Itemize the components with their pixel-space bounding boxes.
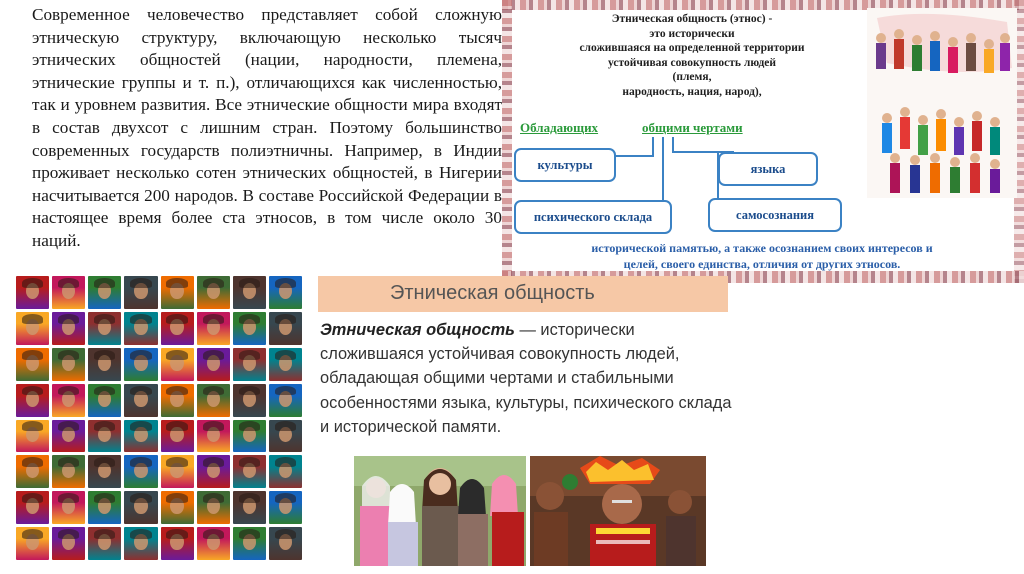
portrait-photo [124, 455, 157, 488]
portrait-photo [197, 348, 230, 381]
portrait-photo [233, 312, 266, 345]
portrait-photo [197, 455, 230, 488]
portrait-photo [233, 491, 266, 524]
portrait-photo [52, 455, 85, 488]
portrait-photo [124, 527, 157, 560]
box-identity: самосознания [708, 198, 842, 232]
portrait-photo [124, 420, 157, 453]
portrait-photo [16, 348, 49, 381]
portrait-photo [161, 276, 194, 309]
portrait-photo [52, 276, 85, 309]
portrait-photo [269, 455, 302, 488]
portrait-photo [52, 348, 85, 381]
portrait-photo [16, 420, 49, 453]
portrait-photo [88, 384, 121, 417]
portrait-photo [161, 491, 194, 524]
portrait-photo [52, 312, 85, 345]
portrait-photo [16, 491, 49, 524]
portrait-photo [161, 384, 194, 417]
portrait-photo [88, 312, 121, 345]
ethnos-diagram-slide [502, 0, 1024, 283]
portrait-photo [16, 384, 49, 417]
definition-line: народность, нация, народ), [622, 85, 762, 98]
portrait-photo [269, 276, 302, 309]
portrait-photo [88, 420, 121, 453]
photo-young-women [354, 456, 526, 566]
connector [662, 137, 664, 207]
label-common-features: общими чертами [642, 120, 743, 135]
label-possessing: Обладающих [520, 120, 599, 135]
portrait-photo [269, 384, 302, 417]
portrait-photo [124, 384, 157, 417]
portrait-photo [233, 527, 266, 560]
portrait-photo [52, 384, 85, 417]
definition-body: — исторически сложившаяся устойчивая совокупность людей, обладающая общими чертами и стабильными особенностями языка, культуры, психического склада и исторической памяти. [320, 321, 732, 436]
portrait-photo [233, 455, 266, 488]
portrait-photo [16, 527, 49, 560]
photo-tribal-people [530, 456, 706, 566]
diagram-definition [532, 12, 852, 99]
portraits-grid [16, 276, 302, 560]
portrait-photo [88, 455, 121, 488]
definition-slide [318, 276, 730, 566]
portrait-photo [197, 276, 230, 309]
connector [672, 137, 674, 151]
portrait-photo [161, 312, 194, 345]
portrait-photo [269, 527, 302, 560]
portrait-photo [161, 455, 194, 488]
definition-line: устойчивая совокупность людей [607, 56, 777, 69]
tail-line: целей, своего единства, отличия от других этносов. [623, 257, 901, 271]
portrait-photo [52, 527, 85, 560]
portrait-photo [269, 348, 302, 381]
slide-heading: Этническая общность [390, 282, 595, 304]
definition-term: Этническая общность [320, 321, 515, 339]
portrait-photo [124, 276, 157, 309]
definition-line: Этническая общность (этнос) - [611, 13, 773, 25]
portrait-photo [16, 455, 49, 488]
portrait-photo [269, 420, 302, 453]
portrait-photo [16, 312, 49, 345]
portrait-photo [197, 491, 230, 524]
portrait-photo [161, 348, 194, 381]
portrait-photo [88, 348, 121, 381]
portrait-photo [161, 527, 194, 560]
portrait-photo [88, 527, 121, 560]
portrait-photo [197, 527, 230, 560]
portrait-photo [233, 276, 266, 309]
portrait-photo [269, 312, 302, 345]
portrait-photo [124, 491, 157, 524]
portrait-photo [124, 348, 157, 381]
portrait-photo [16, 276, 49, 309]
portrait-photo [197, 312, 230, 345]
portrait-photo [233, 348, 266, 381]
definition-line: (племя, [672, 71, 712, 83]
portrait-photo [233, 420, 266, 453]
connector [652, 137, 654, 155]
portrait-photo [233, 384, 266, 417]
decorative-border-left [502, 0, 512, 283]
slide-definition [320, 318, 740, 439]
intro-paragraph: Современное человечество представляет собой сложную этническую структуру, включающую несколько тысяч этнических общностей (нации, народности, племена, этнические группы и т. п.), отличающихся как численностью, так и уровнем развития. Все этнические общности мира входят в состав двухсот с лишним стран. Поэтому большинство современных государств полиэтничны. Например, в Индии проживает несколько сотен этнических общностей, в Нигерии насчитывается 200 народов. В составе Российской Федерации в настоящее время более ста этносов, в том числе около 30 наций. [32, 5, 502, 250]
portrait-photo [52, 491, 85, 524]
slide-header-band [318, 276, 728, 312]
portrait-photo [88, 276, 121, 309]
box-culture: культуры [514, 148, 616, 182]
definition-line: сложившаяся на определенной территории [579, 42, 805, 54]
box-psyche: психического склада [514, 200, 672, 234]
portrait-photo [269, 491, 302, 524]
diagram-tail-text [522, 240, 1002, 272]
tail-line: исторической памятью, а также осознанием своих интересов и [591, 241, 933, 255]
portrait-photo [52, 420, 85, 453]
portrait-photo [124, 312, 157, 345]
portrait-photo [197, 420, 230, 453]
portrait-photo [197, 384, 230, 417]
folk-costumes-illustration [867, 8, 1017, 198]
portrait-photo [88, 491, 121, 524]
definition-line: это исторически [649, 27, 735, 40]
portrait-photo [161, 420, 194, 453]
box-language: языка [718, 152, 818, 186]
